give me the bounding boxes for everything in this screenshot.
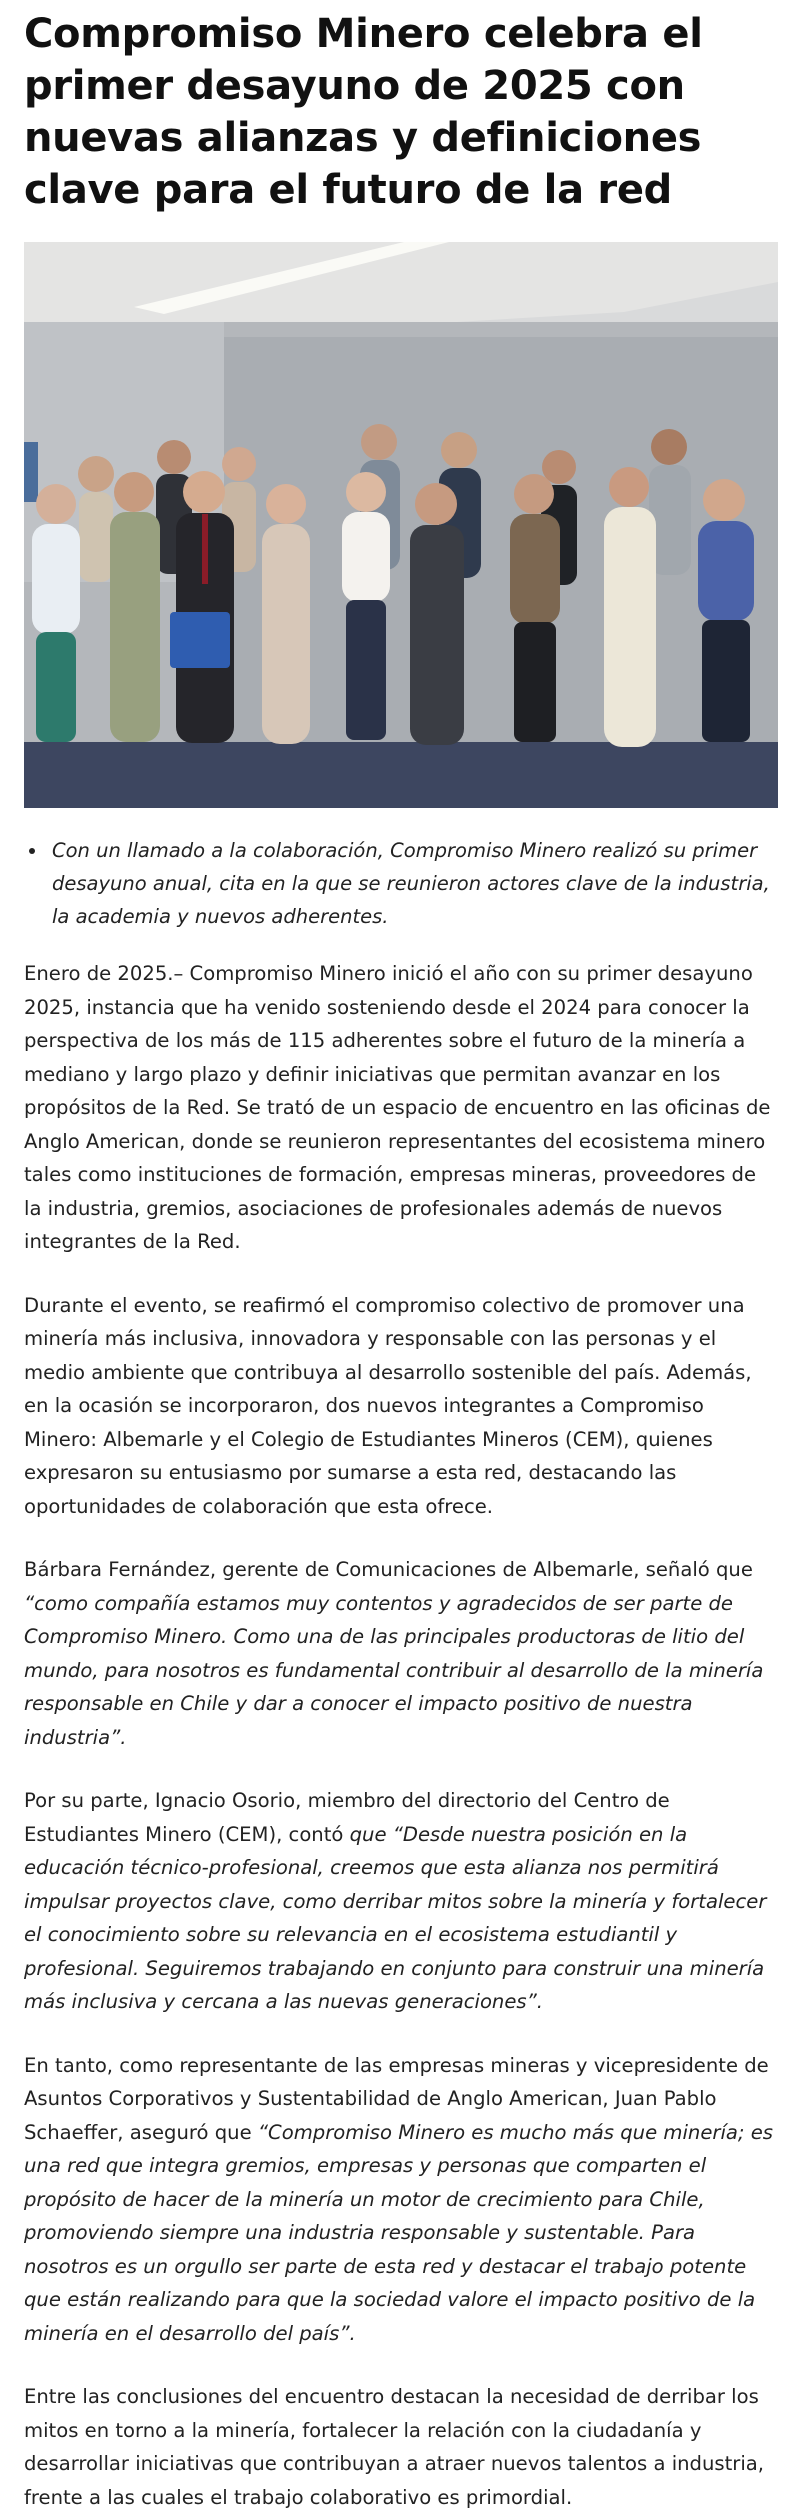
summary-bullets	[24, 834, 776, 933]
body-paragraph	[24, 1553, 776, 1754]
paragraph-text: En tanto, como representante de las empresas mineras y vicepresidente de Asuntos Corporativos y Sustentabilidad de Anglo American, Juan Pablo Schaeffer, aseguró que	[24, 2053, 769, 2144]
summary-bullet: • Con un llamado a la colaboración, Compromiso Minero realizó su primer desayuno anual, cita en la que se reunieron actores clave de la industria, la academia y nuevos adherentes.	[48, 834, 776, 933]
quote-text: “Compromiso Minero es mucho más que minería; es una red que integra gremios, empresas y personas que comparten el propósito de hacer de la minería un motor de crecimiento para Chile, promoviendo siempre una industria responsable y sustentable. Para nosotros es un orgullo ser parte de esta red y destacar el trabajo potente que están realizando para que la sociedad valore el impacto positivo de la minería en el desarrollo del país”.	[24, 2120, 773, 2345]
paragraph-text: Entre las conclusiones del encuentro destacan la necesidad de derribar los mitos en torno a la minería, fortalecer la relación con la ciudadanía y desarrollar iniciativas que contribuyan a atraer nuevos talentos a industria, frente a las cuales el trabajo colaborativo es primordial.	[24, 2385, 765, 2509]
article-title: Compromiso Minero celebra el primer desayuno de 2025 con nuevas alianzas y definiciones clave para el futuro de la red	[24, 11, 703, 213]
paragraph-text: Enero de 2025.– Compromiso Minero inició el año con su primer desayuno 2025, instancia que ha venido sosteniendo desde el 2024 para conocer la perspectiva de los más de 115 adherentes sobre el futuro de la minería a mediano y largo plazo y definir iniciativas que permitan avanzar en los propósitos de la Red. Se trató de un espacio de encuentro en las oficinas de Anglo American, donde se reunieron representantes del ecosistema minero tales como instituciones de formación, empresas mineras, proveedores de la industria, gremios, asociaciones de profesionales además de nuevos integrantes de la Red.	[24, 962, 771, 1253]
paragraph-text: Bárbara Fernández, gerente de Comunicaciones de Albemarle, señaló que	[24, 1558, 753, 1581]
quote-text: que “Desde nuestra posición en la educación técnico-profesional, creemos que esta alianza nos permitirá impulsar proyectos clave, como derribar mitos sobre la minería y fortalecer el conocimiento sobre su relevancia en el ecosistema estudiantil y profesional. Seguiremos trabajando en conjunto para construir una minería más inclusiva y cercana a las nuevas generaciones”.	[24, 1822, 767, 2013]
group-photo	[24, 242, 778, 808]
body-paragraph	[24, 957, 776, 1259]
group-photo-illustration	[24, 242, 778, 808]
body-paragraph	[24, 2380, 776, 2514]
body-paragraph	[24, 1289, 776, 1524]
paragraph-text: Durante el evento, se reafirmó el compromiso colectivo de promover una minería más inclusiva, innovadora y responsable con las personas y el medio ambiente que contribuya al desarrollo sostenible del país. Además, en la ocasión se incorporaron, dos nuevos integrantes a Compromiso Minero: Albemarle y el Colegio de Estudiantes Mineros (CEM), quienes expresaron su entusiasmo por sumarse a esta red, destacando las oportunidades de colaboración que esta ofrece.	[24, 1293, 752, 1518]
body-paragraph	[24, 2049, 776, 2351]
body-paragraph	[24, 1784, 776, 2019]
paragraph-text: Por su parte, Ignacio Osorio, miembro del directorio del Centro de Estudiantes Minero (CEM), contó	[24, 1789, 670, 1846]
quote-text: “como compañía estamos muy contentos y agradecidos de ser parte de Compromiso Minero. Como una de las principales productoras de litio del mundo, para nosotros es fundamental contribuir al desarrollo de la minería responsable en Chile y dar a conocer el impacto positivo de nuestra industria”.	[24, 1591, 764, 1749]
